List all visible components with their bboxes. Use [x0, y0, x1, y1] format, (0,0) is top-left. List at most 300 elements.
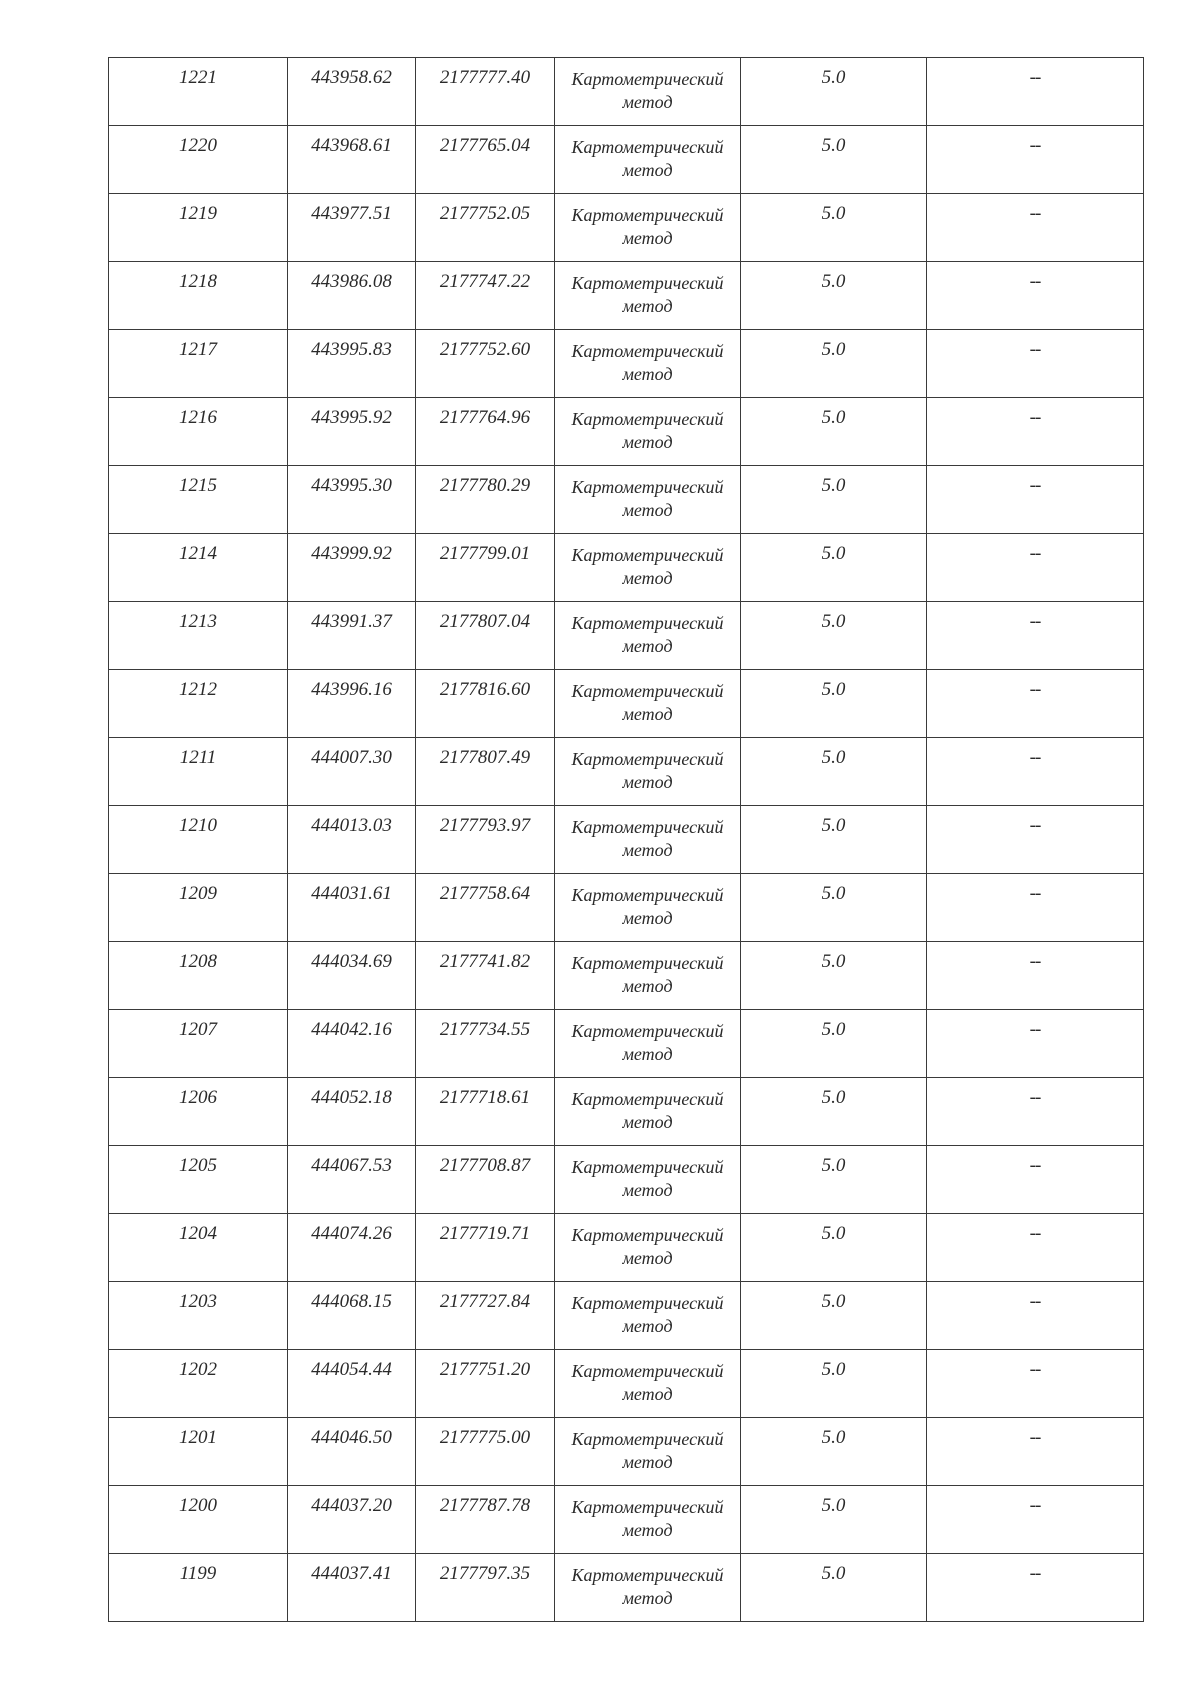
x-coordinate-cell: [288, 942, 416, 1010]
y-coordinate-cell: [416, 58, 555, 126]
method-cell-method-line2: метод: [622, 976, 673, 996]
y-coordinate-cell-y: 2177718.61: [439, 1087, 531, 1108]
y-coordinate-cell-y: 2177752.60: [439, 339, 531, 360]
description-cell: [927, 1010, 1144, 1078]
method-cell-method-line2: метод: [622, 1452, 673, 1472]
table-row: [109, 398, 1144, 466]
precision-cell: [741, 1418, 927, 1486]
precision-cell-precision: 5.0: [821, 1223, 846, 1244]
x-coordinate-cell-text: [288, 534, 415, 565]
description-cell: [927, 58, 1144, 126]
x-coordinate-cell-text: [288, 942, 415, 973]
table-row: [109, 1010, 1144, 1078]
table-row: [109, 534, 1144, 602]
precision-cell-text: [741, 330, 926, 361]
description-cell: [927, 330, 1144, 398]
method-cell-text: [555, 466, 740, 522]
method-cell: [555, 1418, 741, 1486]
x-coordinate-cell: [288, 1282, 416, 1350]
point-number-cell: [109, 1350, 288, 1418]
method-cell-method-line1: Картометрический: [571, 137, 724, 157]
precision-cell-precision: 5.0: [821, 407, 846, 428]
precision-cell-text: [741, 602, 926, 633]
precision-cell: [741, 262, 927, 330]
method-cell-text: [555, 1010, 740, 1066]
x-coordinate-cell-text: [288, 1078, 415, 1109]
x-coordinate-cell-text: [288, 262, 415, 293]
precision-cell: [741, 126, 927, 194]
x-coordinate-cell-text: [288, 398, 415, 429]
y-coordinate-cell-y: 2177765.04: [439, 135, 531, 156]
description-cell-text: [927, 1350, 1143, 1381]
point-number-cell-text: [109, 1486, 287, 1517]
method-cell-method-line2: метод: [622, 840, 673, 860]
x-coordinate-cell: [288, 1350, 416, 1418]
point-number-cell-id: 1206: [179, 1087, 217, 1108]
method-cell: [555, 330, 741, 398]
method-cell-text: [555, 1486, 740, 1542]
precision-cell-text: [741, 1078, 926, 1109]
point-number-cell: [109, 738, 288, 806]
description-cell-description: --: [1029, 1563, 1041, 1584]
description-cell-description: --: [1029, 815, 1041, 836]
point-number-cell: [109, 126, 288, 194]
description-cell-description: --: [1029, 1291, 1041, 1312]
precision-cell: [741, 1078, 927, 1146]
table-row: [109, 126, 1144, 194]
y-coordinate-cell-y: 2177807.04: [439, 611, 531, 632]
method-cell-text: [555, 58, 740, 114]
x-coordinate-cell-text: [288, 1146, 415, 1177]
y-coordinate-cell: [416, 1486, 555, 1554]
description-cell-text: [927, 1146, 1143, 1177]
y-coordinate-cell: [416, 398, 555, 466]
precision-cell-text: [741, 1418, 926, 1449]
y-coordinate-cell-text: [416, 126, 554, 157]
method-cell-method-line1: Картометрический: [571, 953, 724, 973]
precision-cell-text: [741, 670, 926, 701]
precision-cell-precision: 5.0: [821, 67, 846, 88]
x-coordinate-cell-x: 444031.61: [311, 883, 392, 904]
y-coordinate-cell-text: [416, 330, 554, 361]
precision-cell-text: [741, 1486, 926, 1517]
point-number-cell: [109, 1554, 288, 1622]
point-number-cell: [109, 330, 288, 398]
y-coordinate-cell: [416, 262, 555, 330]
point-number-cell-id: 1218: [179, 271, 217, 292]
x-coordinate-cell: [288, 1078, 416, 1146]
description-cell-text: [927, 194, 1143, 225]
y-coordinate-cell: [416, 1282, 555, 1350]
point-number-cell-id: 1221: [179, 67, 217, 88]
method-cell-method-line1: Картометрический: [571, 681, 724, 701]
point-number-cell-id: 1214: [179, 543, 217, 564]
description-cell-description: --: [1029, 475, 1041, 496]
description-cell: [927, 874, 1144, 942]
method-cell-method-line1: Картометрический: [571, 409, 724, 429]
y-coordinate-cell-y: 2177780.29: [439, 475, 531, 496]
x-coordinate-cell: [288, 126, 416, 194]
description-cell-text: [927, 262, 1143, 293]
point-number-cell-id: 1212: [179, 679, 217, 700]
x-coordinate-cell: [288, 874, 416, 942]
method-cell-method-line2: метод: [622, 296, 673, 316]
point-number-cell-id: 1203: [179, 1291, 217, 1312]
precision-cell-text: [741, 1146, 926, 1177]
table-row: [109, 1350, 1144, 1418]
table-row: [109, 1214, 1144, 1282]
description-cell-text: [927, 398, 1143, 429]
method-cell: [555, 874, 741, 942]
method-cell-text: [555, 194, 740, 250]
method-cell-method-line2: метод: [622, 1384, 673, 1404]
y-coordinate-cell-y: 2177764.96: [439, 407, 531, 428]
y-coordinate-cell-y: 2177751.20: [439, 1359, 531, 1380]
x-coordinate-cell-x: 444034.69: [311, 951, 392, 972]
precision-cell: [741, 1282, 927, 1350]
point-number-cell-id: 1213: [179, 611, 217, 632]
method-cell-method-line2: метод: [622, 228, 673, 248]
y-coordinate-cell-text: [416, 1554, 554, 1585]
x-coordinate-cell: [288, 1554, 416, 1622]
x-coordinate-cell: [288, 1146, 416, 1214]
method-cell-method-line1: Картометрический: [571, 1565, 724, 1585]
point-number-cell-id: 1220: [179, 135, 217, 156]
method-cell-text: [555, 1146, 740, 1202]
description-cell-description: --: [1029, 747, 1041, 768]
y-coordinate-cell: [416, 874, 555, 942]
y-coordinate-cell: [416, 738, 555, 806]
precision-cell-precision: 5.0: [821, 815, 846, 836]
precision-cell-text: [741, 58, 926, 89]
method-cell-text: [555, 1214, 740, 1270]
description-cell-description: --: [1029, 1087, 1041, 1108]
method-cell-text: [555, 398, 740, 454]
description-cell-description: --: [1029, 1019, 1041, 1040]
method-cell-text: [555, 806, 740, 862]
method-cell-text: [555, 670, 740, 726]
method-cell-method-line1: Картометрический: [571, 1429, 724, 1449]
point-number-cell-text: [109, 942, 287, 973]
x-coordinate-cell-x: 444046.50: [311, 1427, 392, 1448]
point-number-cell-text: [109, 194, 287, 225]
y-coordinate-cell-text: [416, 1350, 554, 1381]
method-cell-text: [555, 942, 740, 998]
point-number-cell: [109, 194, 288, 262]
y-coordinate-cell-y: 2177758.64: [439, 883, 531, 904]
method-cell-method-line1: Картометрический: [571, 1225, 724, 1245]
x-coordinate-cell: [288, 466, 416, 534]
method-cell-method-line2: метод: [622, 1316, 673, 1336]
point-number-cell-id: 1211: [179, 747, 217, 768]
precision-cell-precision: 5.0: [821, 271, 846, 292]
method-cell: [555, 398, 741, 466]
table-row: [109, 1146, 1144, 1214]
description-cell: [927, 738, 1144, 806]
method-cell-method-line2: метод: [622, 568, 673, 588]
description-cell: [927, 1486, 1144, 1554]
table-row: [109, 1418, 1144, 1486]
point-number-cell-id: 1207: [179, 1019, 217, 1040]
precision-cell-precision: 5.0: [821, 1427, 846, 1448]
point-number-cell-text: [109, 874, 287, 905]
method-cell: [555, 262, 741, 330]
description-cell: [927, 806, 1144, 874]
x-coordinate-cell-x: 443999.92: [311, 543, 392, 564]
description-cell-text: [927, 58, 1143, 89]
method-cell-text: [555, 1282, 740, 1338]
y-coordinate-cell-y: 2177787.78: [439, 1495, 531, 1516]
y-coordinate-cell-y: 2177719.71: [439, 1223, 531, 1244]
point-number-cell-id: 1217: [179, 339, 217, 360]
description-cell-description: --: [1029, 1155, 1041, 1176]
point-number-cell-id: 1199: [179, 1563, 217, 1584]
precision-cell-precision: 5.0: [821, 1563, 846, 1584]
method-cell-method-line2: метод: [622, 1112, 673, 1132]
precision-cell: [741, 1554, 927, 1622]
x-coordinate-cell-text: [288, 1214, 415, 1245]
method-cell-method-line2: метод: [622, 1588, 673, 1608]
x-coordinate-cell-text: [288, 1554, 415, 1585]
x-coordinate-cell-x: 443996.16: [311, 679, 392, 700]
precision-cell-text: [741, 1010, 926, 1041]
y-coordinate-cell-text: [416, 806, 554, 837]
y-coordinate-cell-text: [416, 602, 554, 633]
method-cell-method-line1: Картометрический: [571, 1361, 724, 1381]
point-number-cell-id: 1202: [179, 1359, 217, 1380]
method-cell-method-line2: метод: [622, 500, 673, 520]
point-number-cell-text: [109, 1214, 287, 1245]
description-cell-description: --: [1029, 1427, 1041, 1448]
x-coordinate-cell: [288, 1418, 416, 1486]
method-cell-method-line1: Картометрический: [571, 273, 724, 293]
y-coordinate-cell: [416, 534, 555, 602]
precision-cell-text: [741, 466, 926, 497]
y-coordinate-cell-y: 2177752.05: [439, 203, 531, 224]
y-coordinate-cell-y: 2177793.97: [439, 815, 531, 836]
y-coordinate-cell-text: [416, 262, 554, 293]
x-coordinate-cell-x: 443995.83: [311, 339, 392, 360]
description-cell-text: [927, 602, 1143, 633]
method-cell: [555, 942, 741, 1010]
method-cell: [555, 602, 741, 670]
y-coordinate-cell-text: [416, 1146, 554, 1177]
method-cell: [555, 1146, 741, 1214]
description-cell-text: [927, 942, 1143, 973]
precision-cell-text: [741, 1554, 926, 1585]
precision-cell: [741, 466, 927, 534]
method-cell: [555, 1214, 741, 1282]
method-cell-text: [555, 738, 740, 794]
method-cell-method-line2: метод: [622, 92, 673, 112]
x-coordinate-cell: [288, 1486, 416, 1554]
x-coordinate-cell-x: 444074.26: [311, 1223, 392, 1244]
x-coordinate-cell: [288, 738, 416, 806]
point-number-cell: [109, 602, 288, 670]
precision-cell: [741, 942, 927, 1010]
description-cell: [927, 1078, 1144, 1146]
description-cell: [927, 1418, 1144, 1486]
description-cell: [927, 262, 1144, 330]
x-coordinate-cell: [288, 1010, 416, 1078]
x-coordinate-cell-x: 443958.62: [311, 67, 392, 88]
table-row: [109, 466, 1144, 534]
point-number-cell: [109, 1486, 288, 1554]
y-coordinate-cell-y: 2177799.01: [439, 543, 531, 564]
table-row: [109, 670, 1144, 738]
x-coordinate-cell-x: 443968.61: [311, 135, 392, 156]
description-cell-description: --: [1029, 407, 1041, 428]
method-cell-method-line1: Картометрический: [571, 1089, 724, 1109]
description-cell-text: [927, 738, 1143, 769]
description-cell-text: [927, 126, 1143, 157]
precision-cell-text: [741, 262, 926, 293]
method-cell-method-line2: метод: [622, 636, 673, 656]
method-cell: [555, 126, 741, 194]
point-number-cell: [109, 942, 288, 1010]
x-coordinate-cell-x: 443995.30: [311, 475, 392, 496]
method-cell-method-line1: Картометрический: [571, 817, 724, 837]
precision-cell-precision: 5.0: [821, 747, 846, 768]
y-coordinate-cell-text: [416, 874, 554, 905]
point-number-cell: [109, 58, 288, 126]
precision-cell-precision: 5.0: [821, 339, 846, 360]
y-coordinate-cell-y: 2177797.35: [439, 1563, 531, 1584]
description-cell-text: [927, 874, 1143, 905]
x-coordinate-cell-text: [288, 1282, 415, 1313]
table-row: [109, 1554, 1144, 1622]
y-coordinate-cell-text: [416, 670, 554, 701]
method-cell-text: [555, 330, 740, 386]
description-cell: [927, 1554, 1144, 1622]
y-coordinate-cell-y: 2177741.82: [439, 951, 531, 972]
method-cell-text: [555, 1078, 740, 1134]
precision-cell: [741, 58, 927, 126]
method-cell-method-line1: Картометрический: [571, 749, 724, 769]
y-coordinate-cell: [416, 194, 555, 262]
point-number-cell-id: 1210: [179, 815, 217, 836]
precision-cell: [741, 534, 927, 602]
method-cell: [555, 58, 741, 126]
description-cell: [927, 126, 1144, 194]
method-cell-method-line2: метод: [622, 1180, 673, 1200]
point-number-cell-text: [109, 1078, 287, 1109]
table-row: [109, 806, 1144, 874]
x-coordinate-cell-text: [288, 1350, 415, 1381]
method-cell-method-line2: метод: [622, 1248, 673, 1268]
method-cell-method-line2: метод: [622, 772, 673, 792]
method-cell: [555, 1078, 741, 1146]
x-coordinate-cell-x: 444042.16: [311, 1019, 392, 1040]
point-number-cell-text: [109, 738, 287, 769]
x-coordinate-cell-text: [288, 602, 415, 633]
description-cell: [927, 670, 1144, 738]
x-coordinate-cell-text: [288, 1486, 415, 1517]
precision-cell: [741, 1486, 927, 1554]
point-number-cell-text: [109, 330, 287, 361]
method-cell-method-line2: метод: [622, 908, 673, 928]
point-number-cell-id: 1205: [179, 1155, 217, 1176]
x-coordinate-cell: [288, 602, 416, 670]
y-coordinate-cell-text: [416, 194, 554, 225]
description-cell-text: [927, 1214, 1143, 1245]
precision-cell: [741, 602, 927, 670]
x-coordinate-cell-text: [288, 874, 415, 905]
x-coordinate-cell-text: [288, 126, 415, 157]
description-cell-text: [927, 534, 1143, 565]
y-coordinate-cell-text: [416, 466, 554, 497]
point-number-cell-id: 1204: [179, 1223, 217, 1244]
description-cell: [927, 534, 1144, 602]
precision-cell-text: [741, 738, 926, 769]
method-cell-method-line1: Картометрический: [571, 885, 724, 905]
x-coordinate-cell: [288, 330, 416, 398]
point-number-cell-id: 1219: [179, 203, 217, 224]
description-cell: [927, 602, 1144, 670]
description-cell-text: [927, 806, 1143, 837]
method-cell: [555, 1486, 741, 1554]
point-number-cell-text: [109, 534, 287, 565]
point-number-cell-text: [109, 670, 287, 701]
description-cell-text: [927, 1486, 1143, 1517]
y-coordinate-cell: [416, 1214, 555, 1282]
method-cell: [555, 670, 741, 738]
description-cell-description: --: [1029, 1495, 1041, 1516]
x-coordinate-cell-text: [288, 670, 415, 701]
precision-cell-precision: 5.0: [821, 135, 846, 156]
precision-cell-text: [741, 874, 926, 905]
y-coordinate-cell: [416, 602, 555, 670]
description-cell: [927, 1146, 1144, 1214]
description-cell-description: --: [1029, 339, 1041, 360]
precision-cell-text: [741, 1214, 926, 1245]
method-cell-method-line1: Картометрический: [571, 477, 724, 497]
point-number-cell-text: [109, 806, 287, 837]
precision-cell: [741, 1350, 927, 1418]
precision-cell-text: [741, 398, 926, 429]
x-coordinate-cell-text: [288, 194, 415, 225]
description-cell-text: [927, 1010, 1143, 1041]
method-cell-method-line2: метод: [622, 1044, 673, 1064]
point-number-cell: [109, 1282, 288, 1350]
description-cell-description: --: [1029, 679, 1041, 700]
method-cell-method-line2: метод: [622, 1520, 673, 1540]
point-number-cell: [109, 534, 288, 602]
point-number-cell-text: [109, 126, 287, 157]
x-coordinate-cell-x: 444037.20: [311, 1495, 392, 1516]
precision-cell-precision: 5.0: [821, 1087, 846, 1108]
y-coordinate-cell: [416, 1418, 555, 1486]
description-cell-text: [927, 1554, 1143, 1585]
method-cell-text: [555, 534, 740, 590]
description-cell: [927, 942, 1144, 1010]
table-row: [109, 874, 1144, 942]
y-coordinate-cell-y: 2177807.49: [439, 747, 531, 768]
y-coordinate-cell-text: [416, 1078, 554, 1109]
description-cell-description: --: [1029, 883, 1041, 904]
x-coordinate-cell-text: [288, 1010, 415, 1041]
y-coordinate-cell-text: [416, 738, 554, 769]
x-coordinate-cell: [288, 194, 416, 262]
y-coordinate-cell: [416, 806, 555, 874]
description-cell-description: --: [1029, 271, 1041, 292]
precision-cell-text: [741, 126, 926, 157]
y-coordinate-cell-text: [416, 942, 554, 973]
table-row: [109, 942, 1144, 1010]
y-coordinate-cell-y: 2177777.40: [439, 67, 531, 88]
table-row: [109, 262, 1144, 330]
y-coordinate-cell-text: [416, 1418, 554, 1449]
